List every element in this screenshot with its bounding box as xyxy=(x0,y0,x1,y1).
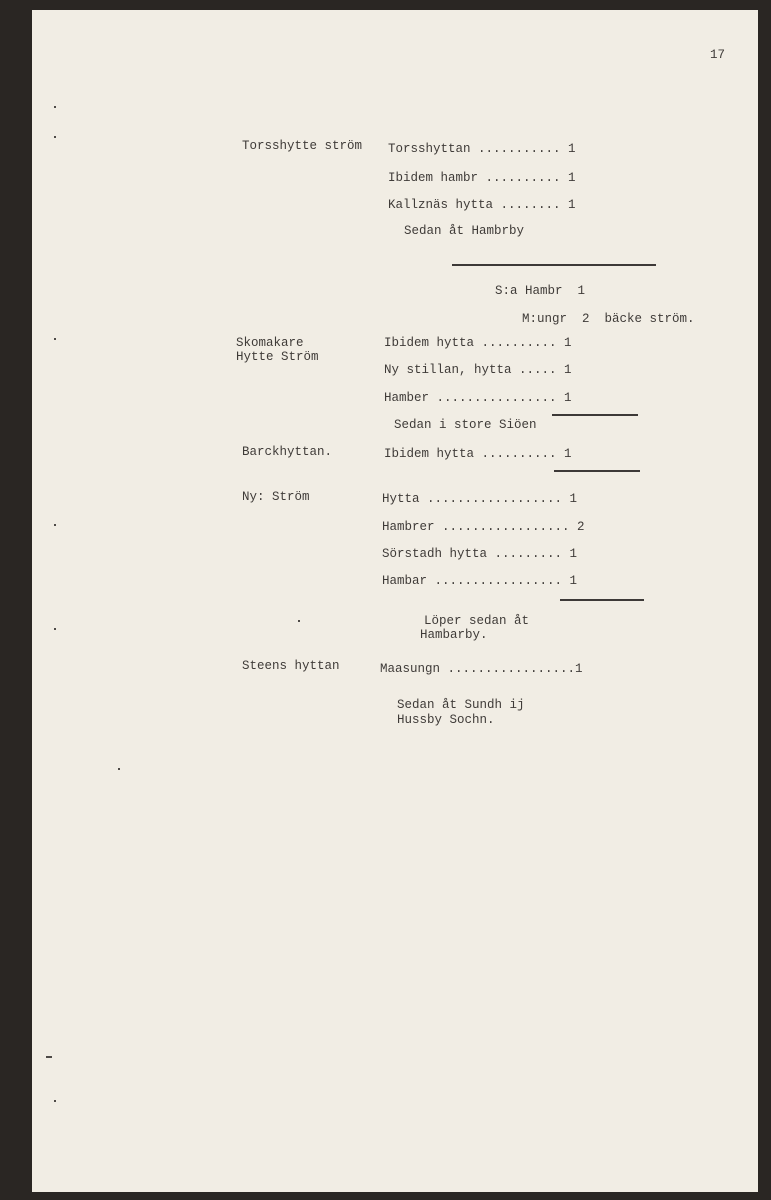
entry-line: Hambar ................. 1 xyxy=(382,574,578,588)
paper-speck xyxy=(298,620,300,622)
entry-line: Ibidem hytta .......... 1 xyxy=(384,447,572,461)
paper-speck xyxy=(54,1100,56,1102)
summary-rule xyxy=(560,599,644,601)
section-label: Steens hyttan xyxy=(242,659,340,673)
entry-line: Kallznäs hytta ........ 1 xyxy=(388,198,576,212)
section-label: Ny: Ström xyxy=(242,490,310,504)
paper-speck xyxy=(54,136,56,138)
section-label: Skomakare xyxy=(236,336,304,350)
section-label: Hytte Ström xyxy=(236,350,319,364)
entry-line: Hytta .................. 1 xyxy=(382,492,578,506)
note-line: Sedan i store Siöen xyxy=(394,418,537,432)
entry-line: Hamber ................ 1 xyxy=(384,391,572,405)
paper-speck xyxy=(54,628,56,630)
paper-speck xyxy=(54,338,56,340)
entry-line: Maasungn .................1 xyxy=(380,662,583,676)
section-label: Barckhyttan. xyxy=(242,445,333,459)
summary-rule xyxy=(554,470,640,472)
summary-rule xyxy=(552,414,638,416)
note-line: Hambarby. xyxy=(420,628,488,642)
note-line: Sedan åt Hambrby xyxy=(404,224,525,238)
note-line: Löper sedan åt xyxy=(424,614,530,628)
summary-line: S:a Hambr 1 xyxy=(495,284,586,298)
paper-speck xyxy=(54,106,56,108)
note-line: Sedan åt Sundh ij xyxy=(397,698,525,712)
entry-line: Ibidem hytta .......... 1 xyxy=(384,336,572,350)
paper-speck xyxy=(118,768,120,770)
entry-line: Ny stillan, hytta ..... 1 xyxy=(384,363,572,377)
entry-line: Hambrer ................. 2 xyxy=(382,520,585,534)
paper-speck xyxy=(54,524,56,526)
paper-speck xyxy=(46,1056,52,1058)
summary-line: M:ungr 2 bäcke ström. xyxy=(522,312,695,326)
entry-line: Ibidem hambr .......... 1 xyxy=(388,171,576,185)
summary-rule xyxy=(452,264,656,266)
document-page xyxy=(32,10,758,1192)
page-number: 17 xyxy=(710,48,726,62)
note-line: Hussby Sochn. xyxy=(397,713,495,727)
entry-line: Torsshyttan ........... 1 xyxy=(388,142,576,156)
section-label: Torsshytte ström xyxy=(242,139,363,153)
entry-line: Sörstadh hytta ......... 1 xyxy=(382,547,578,561)
